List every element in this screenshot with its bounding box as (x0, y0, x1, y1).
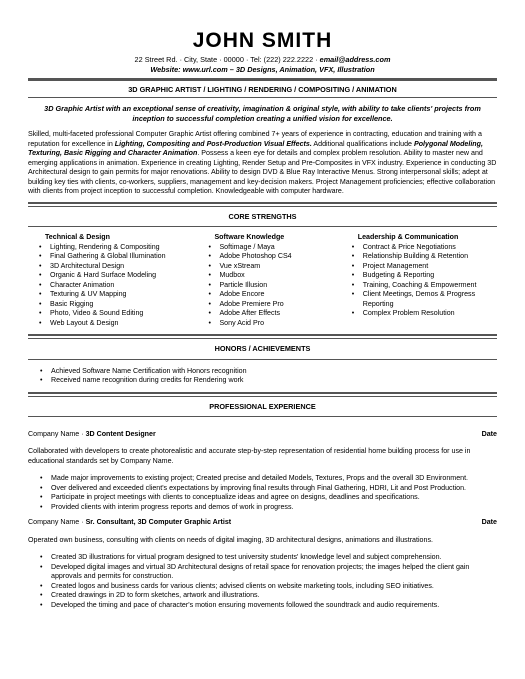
honors-title-divider (28, 359, 497, 360)
job-company-title (28, 430, 156, 439)
list-item: • Lighting, Rendering & Compositing (39, 243, 208, 253)
list-item: • Relationship Building & Retention (352, 252, 497, 262)
list-item: • Web Layout & Design (39, 319, 208, 329)
section-divider-top (28, 202, 497, 204)
job-title: 3D Content Designer (85, 430, 156, 439)
company-name: Company Name · (28, 518, 86, 527)
list-item: • Over delivered and exceeded client's expectations by improving final results through Final Gathering, HDRI, Lit and Post Production. (40, 484, 497, 494)
list-item: • Mudbox (208, 271, 351, 281)
section-divider-top (28, 334, 497, 336)
leadership-heading: Leadership & Communication (357, 233, 459, 242)
honors-list (28, 367, 497, 386)
software-column (208, 233, 351, 328)
list-item: • Developed the timing and pace of character's motion ensuring movements followed the soundtrack and audio requirements. (40, 601, 497, 611)
headline-divider (28, 97, 497, 98)
list-item: • Adobe After Effects (208, 309, 351, 319)
list-item: • Created 3D illustrations for virtual program designed to test university students' knowledge level and subject comprehension. (40, 553, 497, 563)
section-divider-top (28, 392, 497, 394)
email-link[interactable]: email@address.com (319, 55, 391, 64)
list-item: • Sony Acid Pro (208, 319, 351, 329)
list-item: • Provided clients with interim progress reports and demos of work in progress. (40, 503, 497, 513)
experience-title-divider (28, 416, 497, 417)
job-bullets (28, 474, 497, 512)
candidate-name: JOHN SMITH (192, 29, 333, 52)
summary-paragraph (28, 130, 497, 197)
leadership-column (352, 233, 497, 328)
job-header (28, 430, 497, 439)
list-item: • Texturing & UV Mapping (39, 290, 208, 300)
summary-emphasis-2: Polygonal Modeling, Texturing, Basic Rigging and Character Animation (28, 139, 483, 158)
company-name: Company Name · (28, 430, 86, 439)
list-item: • Created drawings in 2D to form sketches, artwork and illustrations. (40, 591, 497, 601)
job-header (28, 518, 497, 527)
core-strengths-columns (28, 233, 497, 328)
job-date: Date (481, 430, 497, 439)
list-item: • Complex Problem Resolution (352, 309, 497, 319)
headline: 3D GRAPHIC ARTIST / LIGHTING / RENDERING / COMPOSITING / ANIMATION (128, 84, 397, 94)
list-item: • Budgeting & Reporting (352, 271, 497, 281)
technical-column (39, 233, 208, 328)
website-line[interactable]: Website: www.url.com – 3D Designs, Animation, VFX, Illustration (150, 65, 375, 75)
job-description: Collaborated with developers to create photorealistic and accurate step-by-step representation of residential home building process for use in educational standards set by Company Name. (28, 447, 471, 465)
summary-text-2: Additional qualifications include (311, 139, 414, 148)
core-title-divider (28, 226, 497, 227)
experience-title: PROFESSIONAL EXPERIENCE (209, 401, 316, 411)
list-item: • Made major improvements to existing project; Created precise and detailed Models, Textures, Props and the overall 3D Environment. (40, 474, 497, 484)
list-item: • Received name recognition during credits for Rendering work (40, 376, 497, 386)
list-item: • Contract & Price Negotiations (352, 243, 497, 253)
list-item: • Participate in project meetings with clients to conceptualize ideas and agree on designs, deadlines and specifications. (40, 493, 497, 503)
job-description: Operated own business, consulting with clients on needs of digital imaging, 3D architectural designs, animations and illustrations. (28, 535, 433, 544)
list-item: • Training, Coaching & Empowerment (352, 281, 497, 291)
list-item: • Photo, Video & Sound Editing (39, 309, 208, 319)
list-item: • Client Meetings, Demos & Progress Reporting (352, 290, 497, 309)
list-item: • Final Gathering & Global Illumination (39, 252, 208, 262)
list-item: • Basic Rigging (39, 300, 208, 310)
technical-list (39, 243, 208, 329)
list-item: • Created logos and business cards for various clients; advised clients on website marketing tools, including SEO initiatives. (40, 582, 497, 592)
job-date: Date (481, 518, 497, 527)
list-item: • Organic & Hard Surface Modeling (39, 271, 208, 281)
core-strengths-title: CORE STRENGTHS (228, 211, 297, 221)
list-item: • Adobe Encore (208, 290, 351, 300)
honors-title: HONORS / ACHIEVEMENTS (214, 344, 311, 354)
list-item: • Softimage / Maya (208, 243, 351, 253)
leadership-list (352, 243, 497, 319)
technical-heading: Technical & Design (45, 233, 110, 242)
software-list (208, 243, 351, 329)
list-item: • Adobe Photoshop CS4 (208, 252, 351, 262)
contact-line (28, 55, 497, 64)
list-item: • Developed digital images and virtual 3D Architectural designs of retail space for renovation projects; the images helped the client gain approvals and permits for construction. (40, 563, 497, 582)
software-heading: Software Knowledge (214, 233, 285, 242)
summary-text-1: Skilled, multi-faceted professional Computer Graphic Artist offering combined 7+ years of experience in contracting, education and training with a reputation for excellence in (28, 130, 482, 148)
list-item: • 3D Architectural Design (39, 262, 208, 272)
resume-header (28, 0, 497, 75)
summary-text-3: . Possess a keen eye for details and complex problem resolution. Ability to master new and emerging applications in animation. Experience in creating Lighting, Render Setup and Pre-Composites in VFX industry. Experience in conducting 3D Architectural design to gain permits for major renovations. Ability to design DVD & Blue Ray Interactive Menus. Strong interpersonal skills; adept at building key ties with clients, co-workers, suppliers, management and key-decision makers. Project Management proficiencies; effective collaboration with clients from project inception to successful completion. Knowledgeable with computer hardware. (28, 149, 497, 196)
list-item: • Particle Illusion (208, 281, 351, 291)
list-item: • Character Animation (39, 281, 208, 291)
job-title: Sr. Consultant, 3D Computer Graphic Artist (85, 518, 232, 527)
list-item: • Vue xStream (208, 262, 351, 272)
list-item: • Achieved Software Name Certification with Honors recognition (40, 367, 497, 377)
job-bullets (28, 553, 497, 610)
job-company-title (28, 518, 231, 527)
tagline: 3D Graphic Artist with an exceptional sense of creativity, imagination & original style, with ability to take clients' projects from inception to successful completion creating a unified vision for excellence. (44, 104, 481, 124)
address-text: 22 Street Rd. · City, State · 00000 · Tel: (222) 222.2222 · (134, 55, 320, 64)
summary-emphasis-1: Lighting, Compositing and Post-Production Visual Effects. (114, 139, 312, 148)
list-item: • Adobe Premiere Pro (208, 300, 351, 310)
list-item: • Project Management (352, 262, 497, 272)
